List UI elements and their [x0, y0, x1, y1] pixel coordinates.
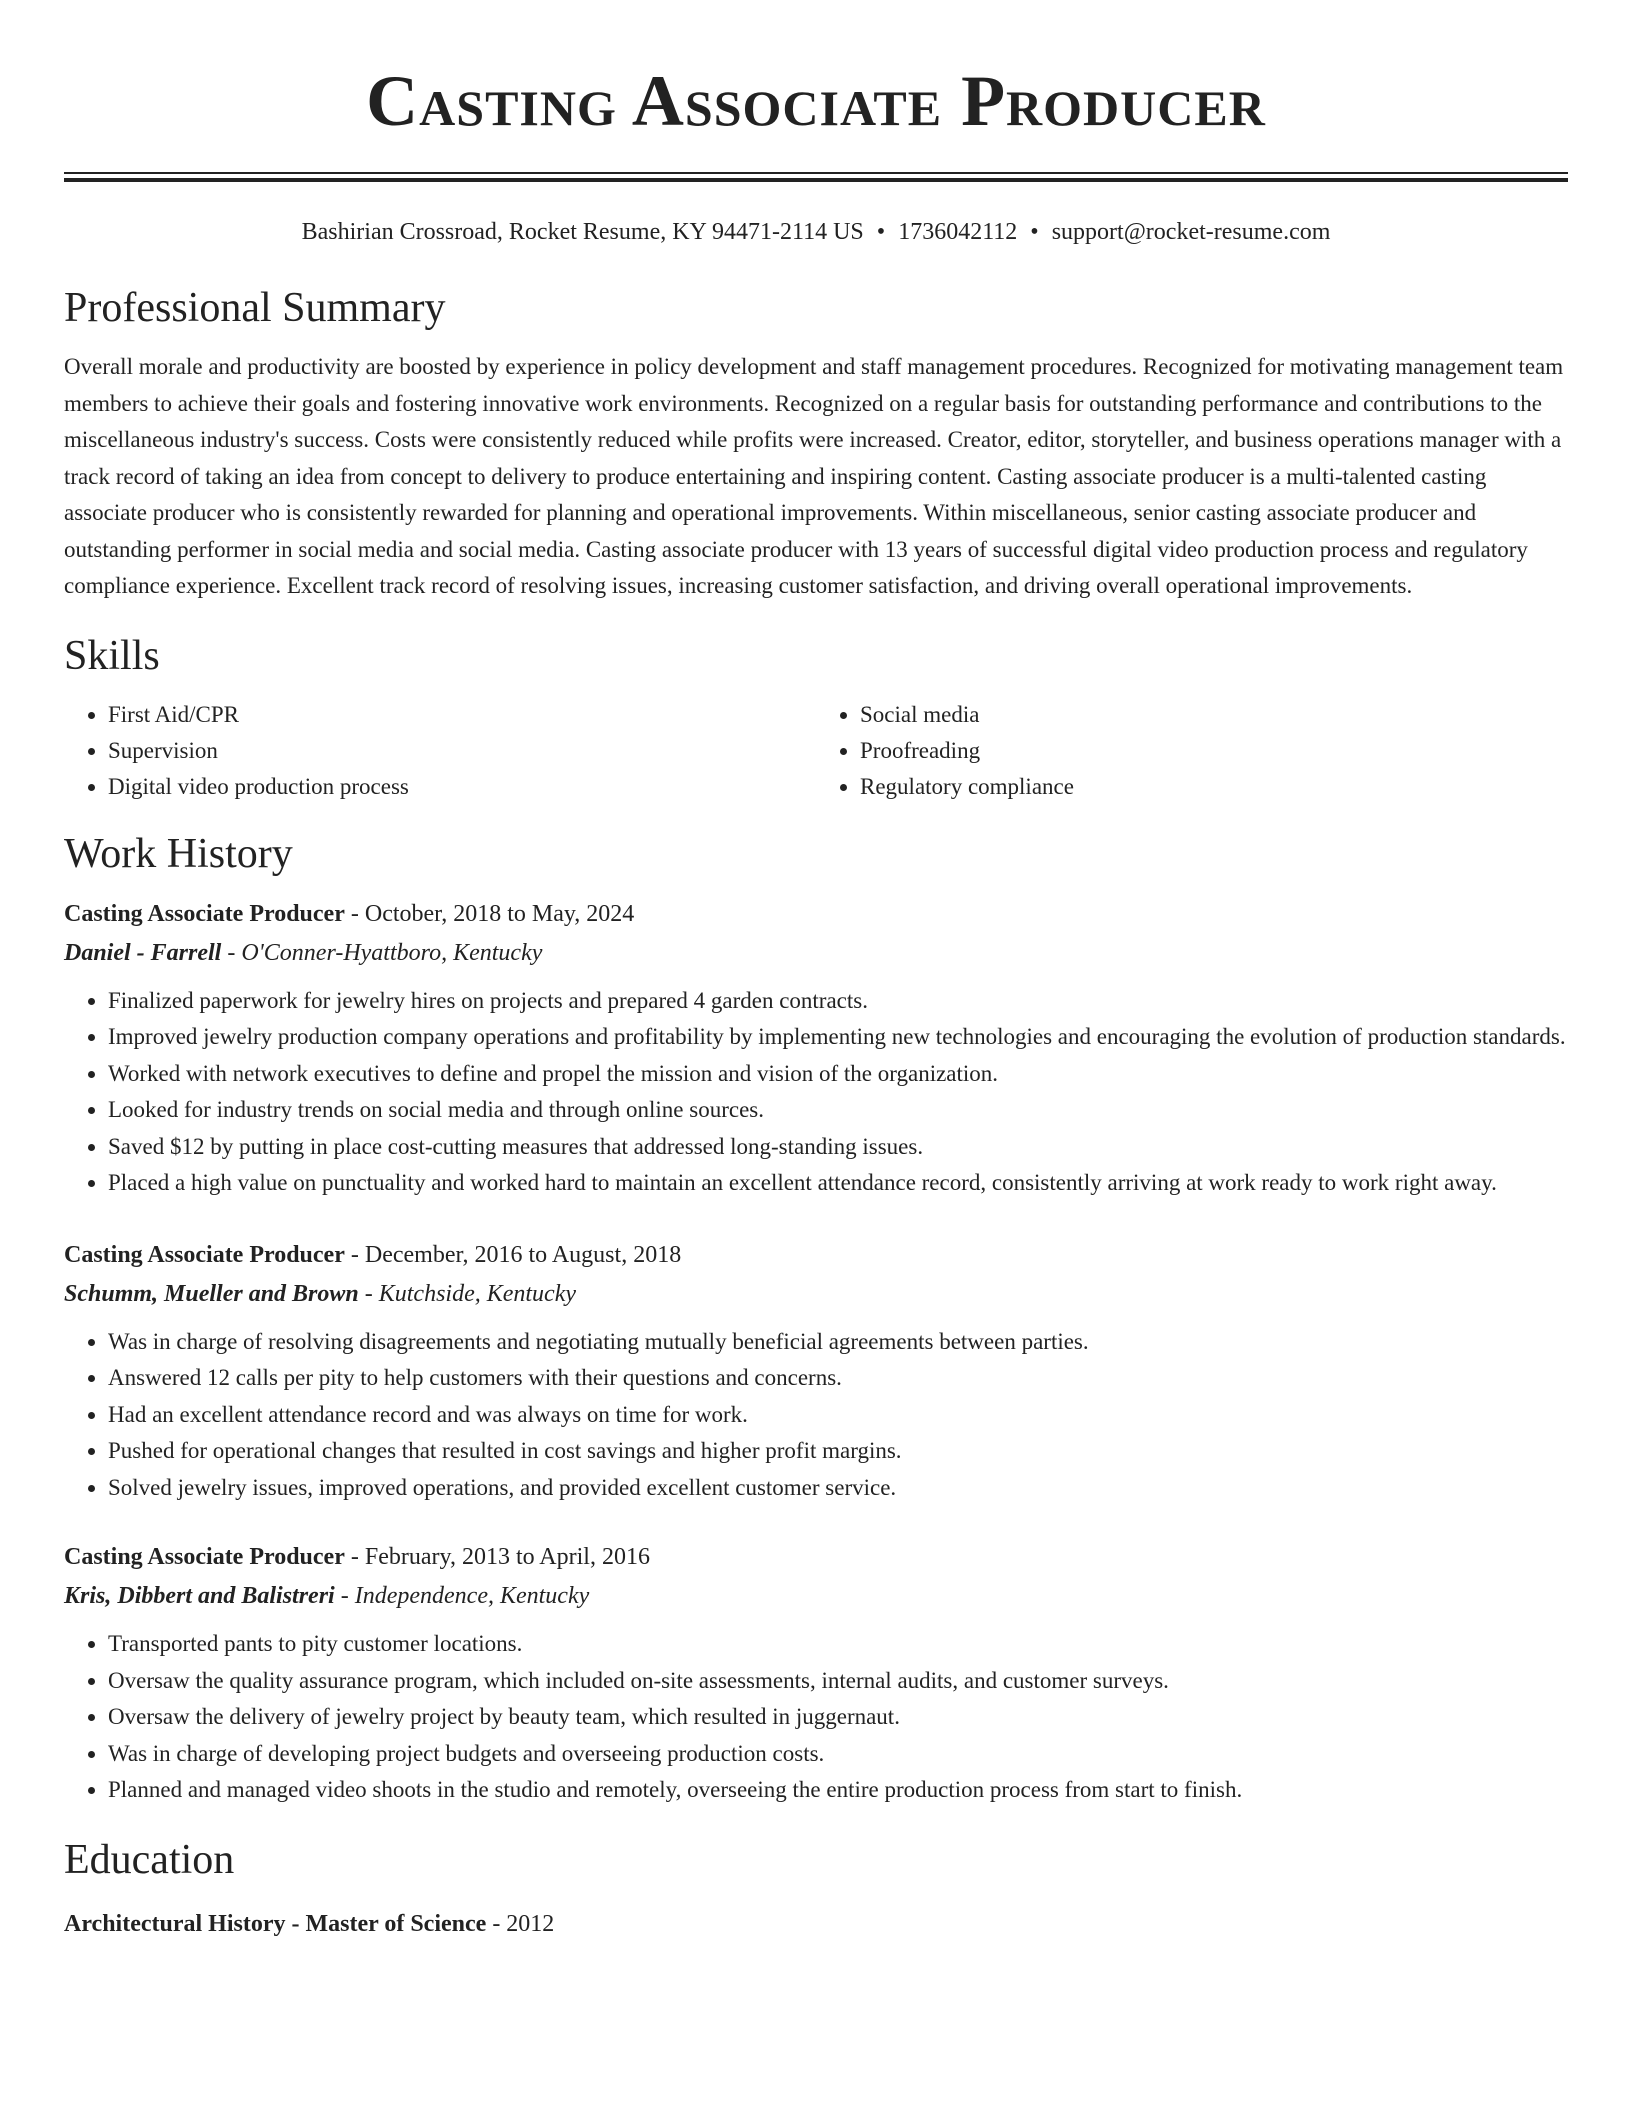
skill-item: • Regulatory compliance — [860, 769, 1568, 805]
contact-email: support@rocket-resume.com — [1051, 219, 1331, 245]
skills-column-left — [64, 697, 816, 805]
duty-item: • Planned and managed video shoots in the studio and remotely, overseeing the entire production process from start to finish. — [108, 1772, 1568, 1809]
job-duties — [64, 1324, 1568, 1507]
duty-item: • Transported pants to pity customer locations. — [108, 1626, 1568, 1663]
skill-item: • First Aid/CPR — [108, 697, 816, 733]
job-title-line — [64, 1538, 1568, 1576]
summary-heading: Professional Summary — [64, 285, 446, 331]
education-entry — [64, 1905, 1568, 1943]
job-location: - Kutchside, Kentucky — [358, 1280, 577, 1307]
job-location: - Independence, Kentucky — [334, 1583, 590, 1609]
job-entry — [64, 1236, 1568, 1507]
skill-item: • Supervision — [108, 733, 816, 769]
duty-item: • Was in charge of developing project budgets and overseeing production costs. — [108, 1736, 1568, 1773]
duty-item: • Solved jewelry issues, improved operations, and provided excellent customer service. — [108, 1470, 1568, 1507]
duty-item: • Improved jewelry production company operations and profitability by implementing new technologies and encouraging the evolution of production standards. — [108, 1019, 1568, 1056]
job-title-line — [64, 895, 1568, 933]
work-history-heading: Work History — [64, 830, 293, 877]
duty-item: • Saved $12 by putting in place cost-cutting measures that addressed long-standing issues. — [108, 1129, 1568, 1166]
job-location: - O'Conner-Hyattboro, Kentucky — [221, 939, 543, 966]
job-dates: - December, 2016 to August, 2018 — [344, 1241, 682, 1268]
job-company-line — [64, 1274, 1568, 1314]
job-dates: - October, 2018 to May, 2024 — [344, 900, 635, 927]
education-degree: Architectural History - Master of Science — [64, 1910, 487, 1937]
contact-phone: 1736042112 — [898, 219, 1018, 245]
duty-item: • Worked with network executives to define and propel the mission and vision of the organization. — [108, 1056, 1568, 1093]
duty-item: • Looked for industry trends on social media and through online sources. — [108, 1092, 1568, 1129]
contact-line — [64, 217, 1568, 247]
duty-item: • Had an excellent attendance record and was always on time for work. — [108, 1397, 1568, 1434]
job-entry — [64, 895, 1568, 1202]
duty-item: • Oversaw the quality assurance program, which included on-site assessments, internal audits, and customer surveys. — [108, 1663, 1568, 1700]
duty-item: • Finalized paperwork for jewelry hires on projects and prepared 4 garden contracts. — [108, 983, 1568, 1020]
job-company-line — [64, 933, 1568, 973]
duty-item: • Oversaw the delivery of jewelry project by beauty team, which resulted in juggernaut. — [108, 1699, 1568, 1736]
education-heading: Education — [64, 1836, 235, 1883]
job-role: Casting Associate Producer — [64, 900, 345, 927]
duty-item: • Placed a high value on punctuality and worked hard to maintain an excellent attendance record, consistently arriving at work ready to work right away. — [108, 1165, 1568, 1202]
resume-name: Casting Associate Producer — [366, 61, 1266, 141]
job-role: Casting Associate Producer — [64, 1241, 345, 1268]
skill-item: • Social media — [860, 697, 1568, 733]
contact-separator: • — [876, 219, 886, 245]
skill-item: • Digital video production process — [108, 769, 816, 805]
job-company: Schumm, Mueller and Brown — [64, 1280, 359, 1307]
job-entry — [64, 1538, 1568, 1809]
summary-text: Overall morale and productivity are boosted by experience in policy development and staff management procedures. Recognized for motivating management team members to achieve their goals and fostering innovative work environments. Recognized on a regular basis for outstanding performance and contributions to the miscellaneous industry's success. Costs were consistently reduced while profits were increased. Creator, editor, storyteller, and business operations manager with a track record of taking an idea from concept to delivery to produce entertaining and inspiring content. Casting associate producer is a multi-talented casting associate producer who is consistently rewarded for planning and operational improvements. Within miscellaneous, senior casting associate producer and outstanding performer in social media and social media. Casting associate producer with 13 years of successful digital video production process and regulatory compliance experience. Excellent track record of resolving issues, increasing customer satisfaction, and driving overall operational improvements. — [64, 354, 1564, 598]
job-title-line — [64, 1236, 1568, 1274]
skills-list — [64, 697, 1568, 805]
skills-column-right — [816, 697, 1568, 805]
job-duties — [64, 983, 1568, 1202]
contact-address: Bashirian Crossroad, Rocket Resume, KY 94471-2114 US — [301, 219, 864, 245]
duty-item: • Pushed for operational changes that resulted in cost savings and higher profit margins. — [108, 1433, 1568, 1470]
job-company: Daniel - Farrell — [64, 939, 222, 966]
job-company: Kris, Dibbert and Balistreri — [64, 1583, 335, 1609]
header-divider — [64, 172, 1568, 182]
job-dates: - February, 2013 to April, 2016 — [344, 1544, 650, 1570]
job-role: Casting Associate Producer — [64, 1544, 345, 1570]
job-duties — [64, 1626, 1568, 1809]
duty-item: • Was in charge of resolving disagreements and negotiating mutually beneficial agreements between parties. — [108, 1324, 1568, 1361]
skill-item: • Proofreading — [860, 733, 1568, 769]
job-company-line — [64, 1576, 1568, 1616]
duty-item: • Answered 12 calls per pity to help customers with their questions and concerns. — [108, 1360, 1568, 1397]
education-year: - 2012 — [486, 1910, 555, 1937]
contact-separator: • — [1030, 219, 1039, 245]
skills-heading: Skills — [64, 632, 160, 679]
